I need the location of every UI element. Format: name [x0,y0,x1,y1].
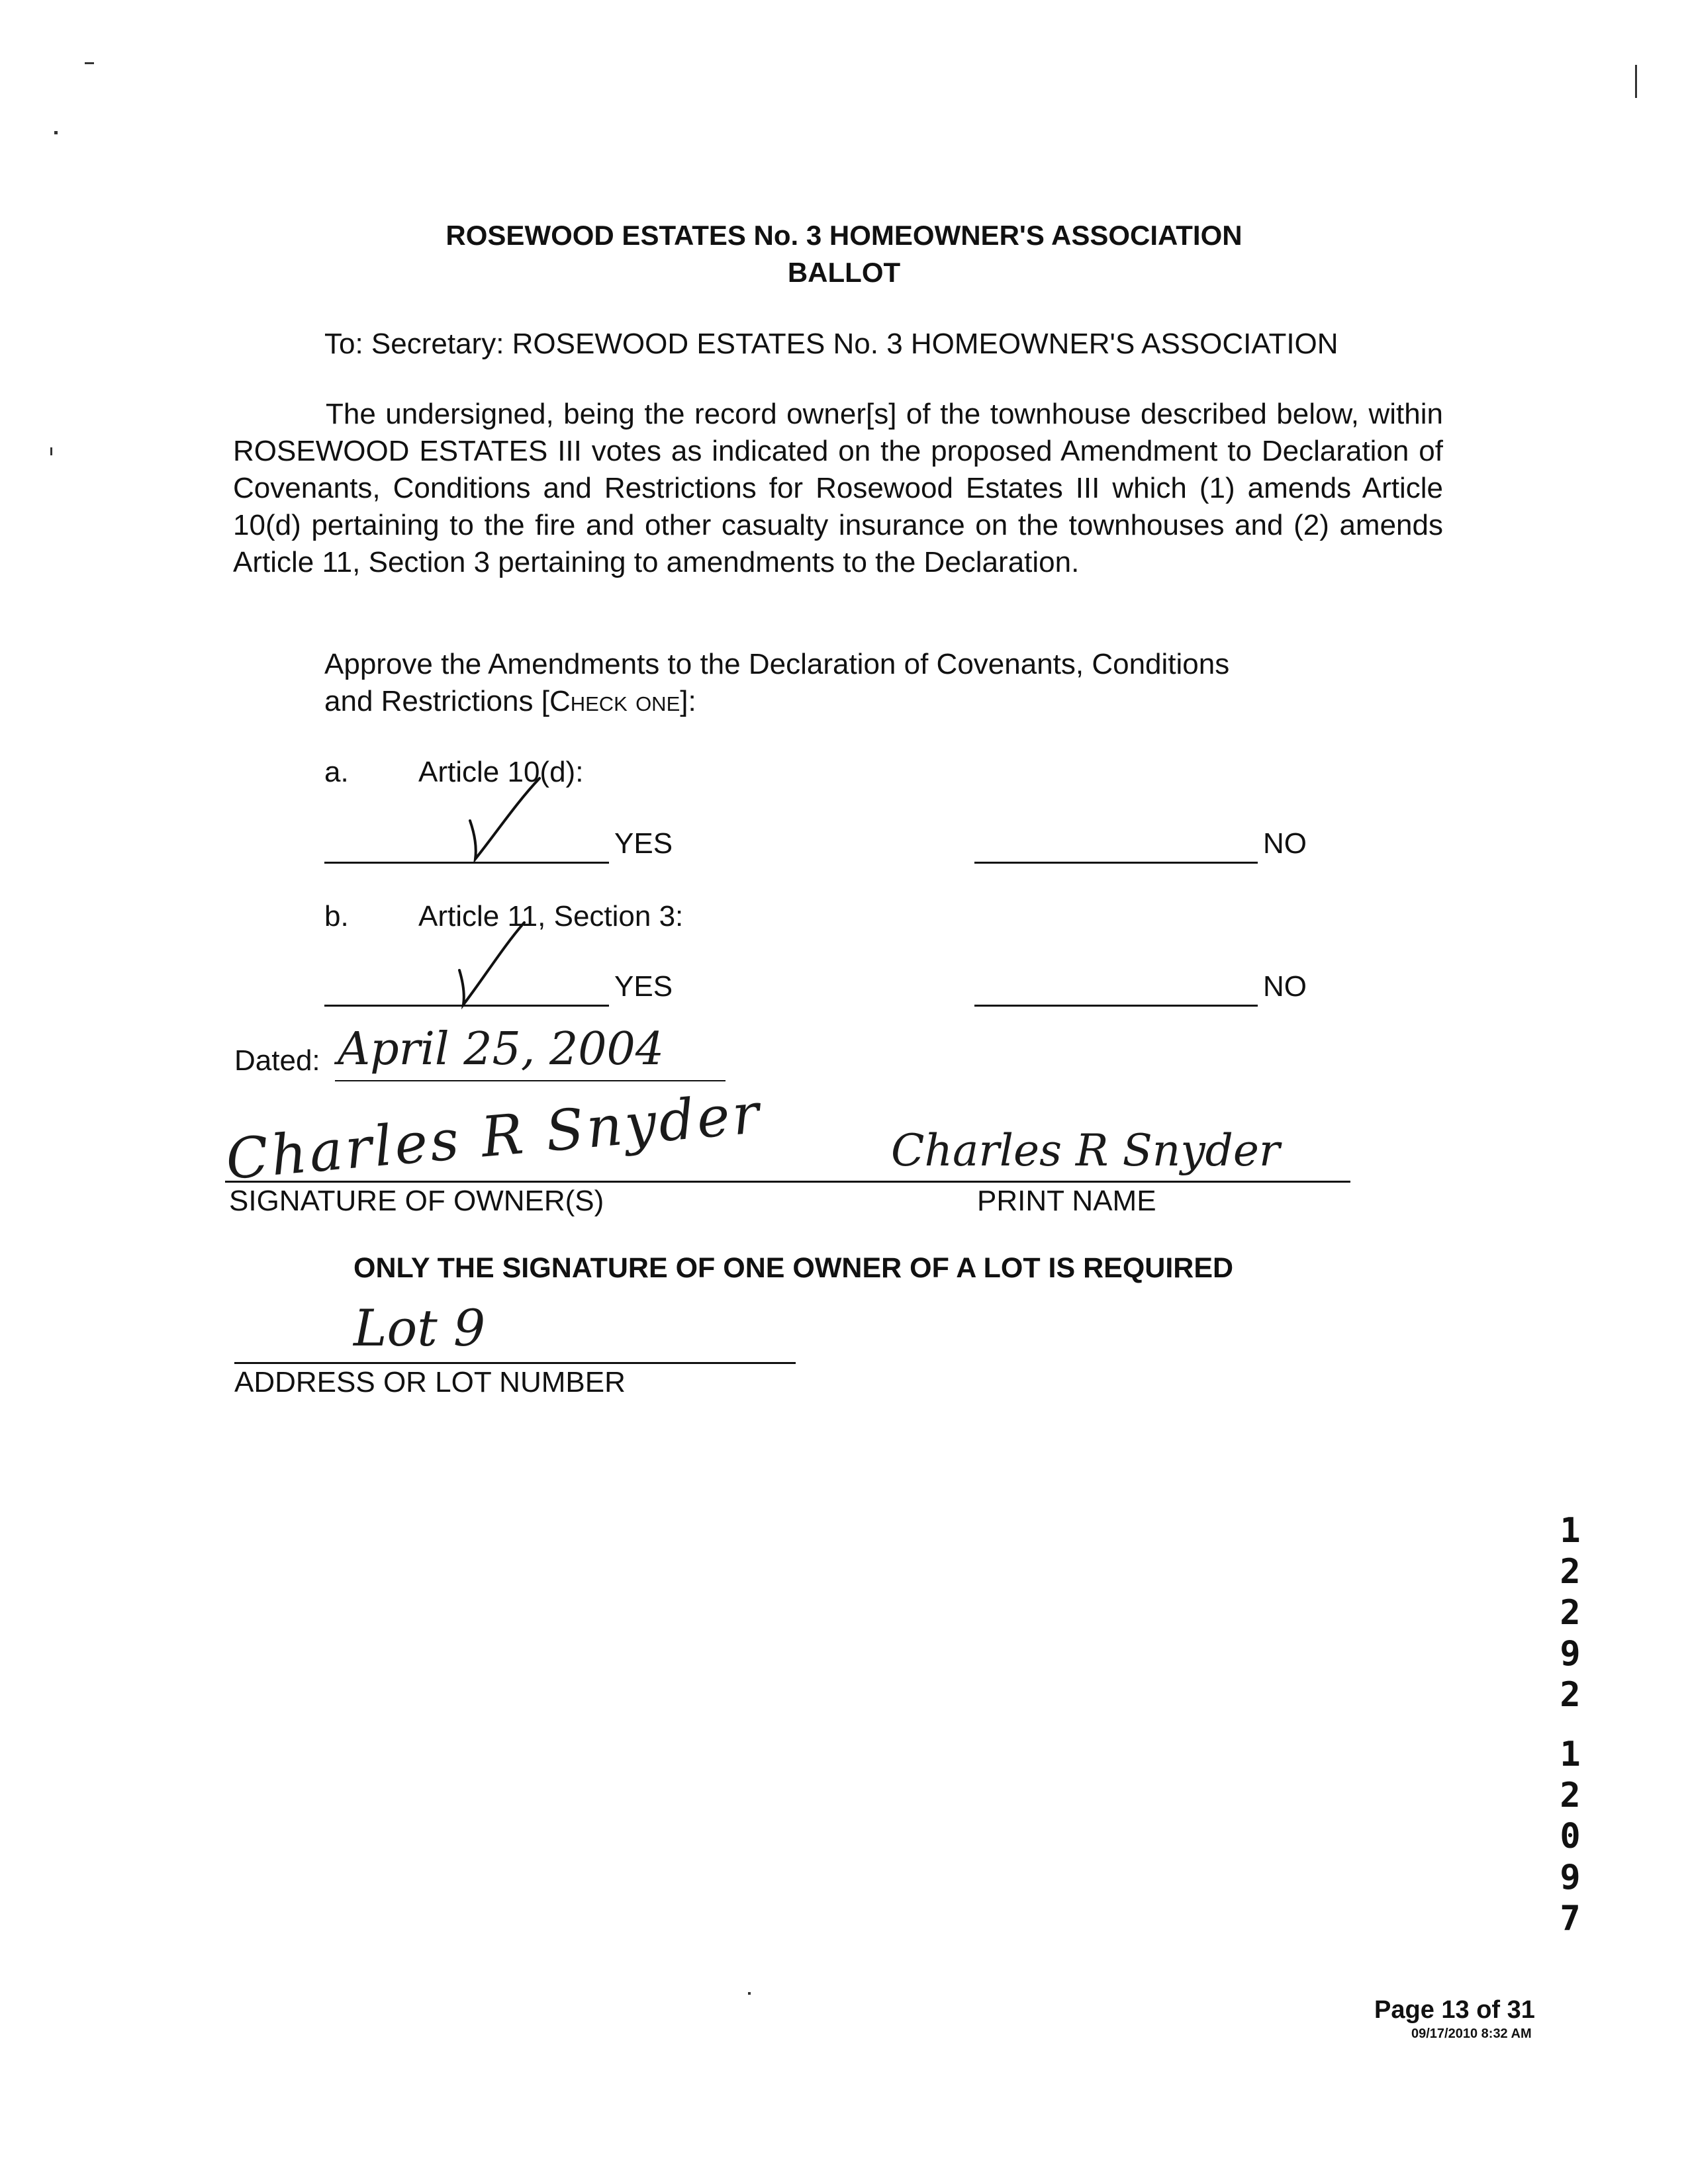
scan-speck [54,131,58,134]
address-value: Lot 9 [353,1298,486,1357]
instruction [324,646,1383,720]
intro-paragraph: The undersigned, being the record owner[s] of the townhouse described below, within ROSEWOOD ESTATES III votes as indicated on the proposed Amendment to Declaration of Covenants, Conditions and Restrictions for Rosewood Estates III which (1) amends Article 10(d) pertaining to the fire and other casualty insurance on the townhouses and (2) amends Article 11, Section 3 pertaining to amendments to the Declaration. [233,398,1443,578]
ballot-title: ROSEWOOD ESTATES No. 3 HOMEOWNER'S ASSOCIATION [445,220,1243,251]
item-b-letter: b. [324,900,349,933]
address-label: ADDRESS OR LOT NUMBER [234,1366,626,1398]
instruction-line1: Approve the Amendments to the Declaration of Covenants, Conditions [324,648,1230,680]
scan-speck [50,447,52,455]
print-name-label: PRINT NAME [977,1185,1156,1217]
item-b-yes-checkmark [445,911,538,1010]
dated-line[interactable] [335,1080,726,1081]
item-a-letter: a. [324,756,349,788]
ballot-subtitle: BALLOT [787,257,901,288]
print-name-value: Charles R Snyder [891,1125,1280,1176]
addressee-line: To: Secretary: ROSEWOOD ESTATES No. 3 HOMEOWNER'S ASSOCIATION [324,328,1338,360]
item-a-yes-checkmark [457,766,549,866]
signature-label: SIGNATURE OF OWNER(S) [229,1185,604,1217]
dated-value: April 25, 2004 [338,1023,665,1075]
dated-label: Dated: [234,1044,320,1077]
address-line[interactable] [234,1362,796,1364]
margin-number-first: 1 2 2 9 2 [1560,1511,1581,1715]
item-b-no-line[interactable] [974,1005,1258,1007]
signature-line[interactable] [225,1181,1350,1183]
page-number: Page 13 of 31 [1374,1996,1535,2024]
margin-number-second: 1 2 0 9 7 [1560,1735,1581,1938]
owner-signature: Charles R Snyder [223,1080,765,1193]
instruction-line2: and Restrictions [Check one]: [324,685,696,717]
item-b-yes-label: YES [614,970,673,1003]
scan-speck [85,62,94,64]
scan-speck [1635,65,1637,98]
item-b-label: Article 11, Section 3: [418,900,684,933]
item-a-no-label: NO [1263,827,1307,860]
print-timestamp: 09/17/2010 8:32 AM [1411,2026,1532,2041]
scan-speck [748,1992,751,1995]
check-one-label: Check one [549,685,680,717]
item-a-label: Article 10(d): [418,756,584,788]
item-b-no-label: NO [1263,970,1307,1003]
item-a-no-line[interactable] [974,862,1258,864]
item-a-yes-label: YES [614,827,673,860]
one-owner-notice: ONLY THE SIGNATURE OF ONE OWNER OF A LOT IS REQUIRED [353,1252,1234,1284]
